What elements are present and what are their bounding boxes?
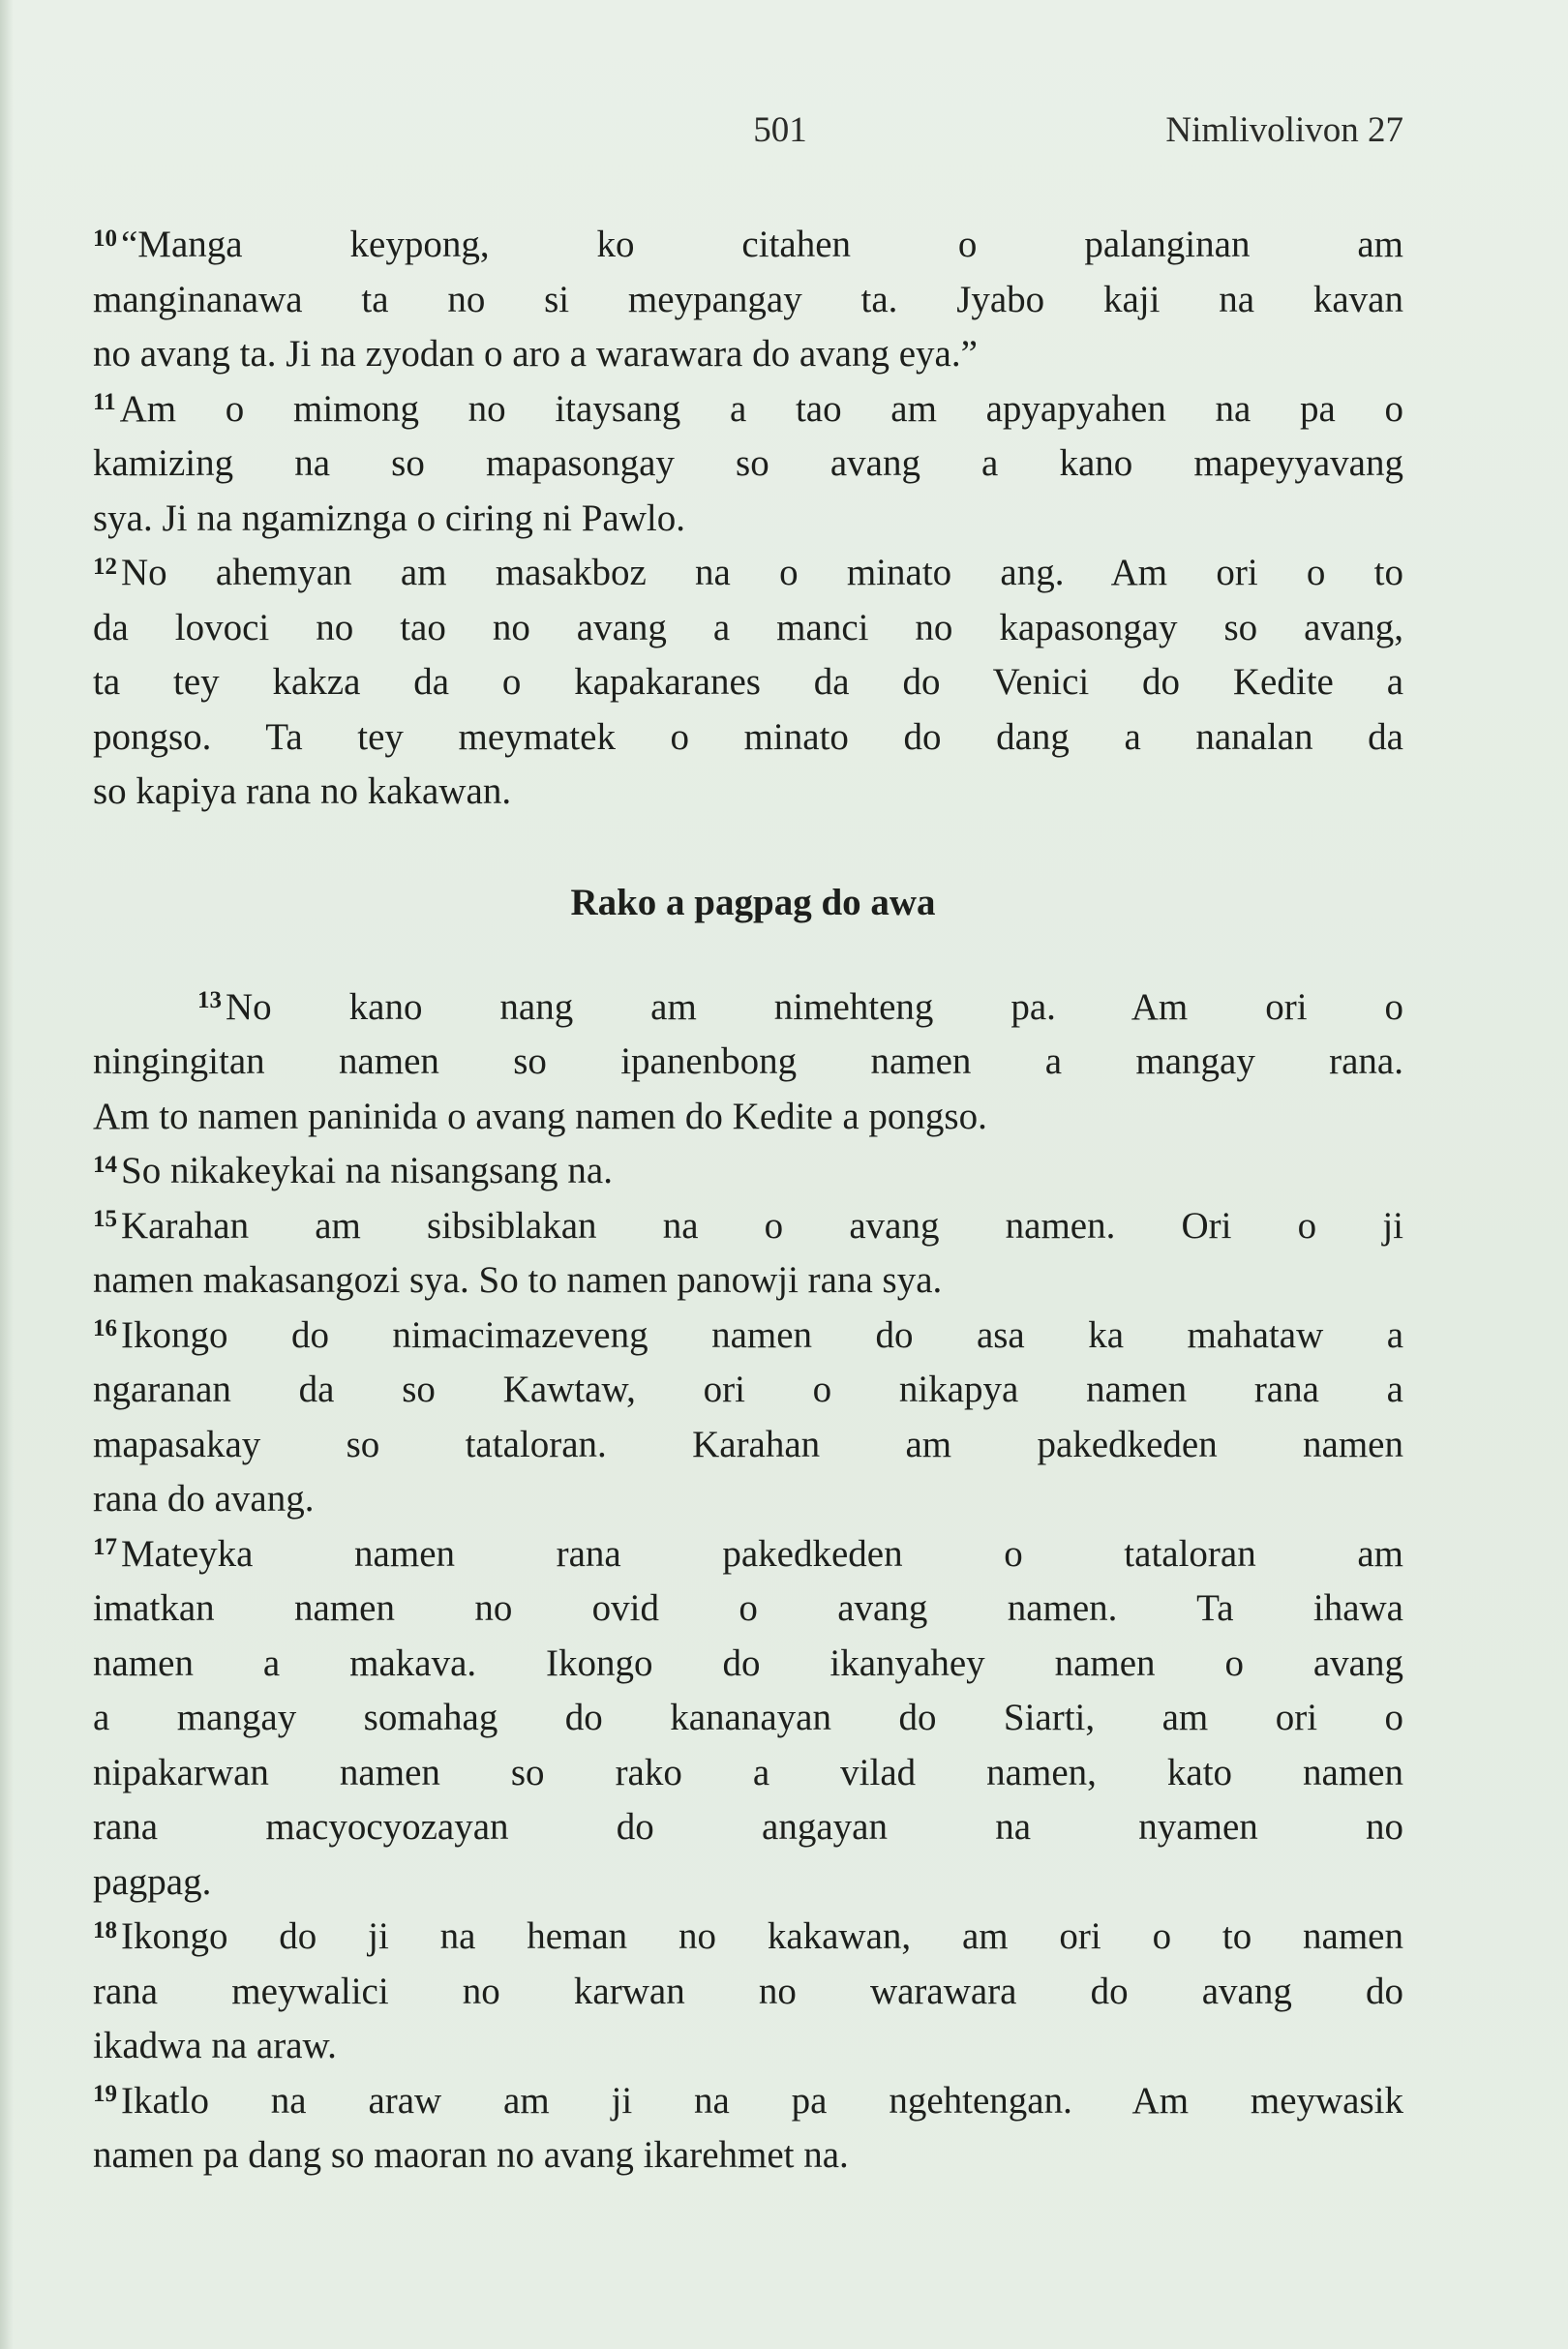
verse-line: “Manga keypong, ko citahen o palanginan am <box>121 224 1403 265</box>
verse-line: Ikatlo na araw am ji na pa ngehtengan. Am meywasik <box>121 2079 1403 2122</box>
verse-line: mapasakay so tataloran. Karahan am pakedkeden namen <box>93 1423 1403 1465</box>
verse-line: Am to namen paninida o avang namen do Kedite a pongso. <box>93 1095 987 1137</box>
verse-line: Mateyka namen rana pakedkeden o tataloran am <box>121 1532 1403 1575</box>
verse-line: namen a makava. Ikongo do ikanyahey namen o avang <box>93 1641 1403 1684</box>
verse-number: 11 <box>93 389 116 416</box>
verse-17 <box>93 1527 1403 1911</box>
verse-line: So nikakeykai na nisangsang na. <box>121 1150 613 1191</box>
page-body <box>93 218 1403 2183</box>
book-chapter-title: Nimlivolivon 27 <box>1165 110 1403 150</box>
verse-18 <box>93 1910 1403 2074</box>
verse-number: 14 <box>93 1151 117 1178</box>
verse-line: Ikongo do ji na heman no kakawan, am ori o to namen <box>121 1915 1403 1957</box>
verse-line: ikadwa na araw. <box>93 2025 337 2066</box>
verse-line: pongso. Ta tey meymatek o minato do dang a nanalan da <box>93 715 1403 758</box>
verse-line: ningingitan namen so ipanenbong namen a mangay rana. <box>93 1040 1403 1082</box>
verse-line: pagpag. <box>93 1860 212 1903</box>
verse-number: 16 <box>93 1315 117 1342</box>
verse-number: 19 <box>93 2081 117 2108</box>
section-heading: Rako a pagpag do awa <box>570 881 936 923</box>
verse-line: No ahemyan am masakboz na o minato ang. Am ori o to <box>121 552 1403 593</box>
verse-number: 10 <box>93 225 117 252</box>
verse-line: sya. Ji na ngamiznga o ciring ni Pawlo. <box>93 497 685 539</box>
verse-14 <box>93 1144 1403 1199</box>
verse-line: namen makasangozi sya. So to namen panowji rana sya. <box>93 1259 943 1301</box>
verse-line: a mangay somahag do kananayan do Siarti, am ori o <box>93 1697 1403 1738</box>
verse-line: no avang ta. Ji na zyodan o aro a warawara do avang eya.” <box>93 333 978 375</box>
verse-line: namen pa dang so maoran no avang ikarehmet na. <box>93 2134 849 2176</box>
verse-line: so kapiya rana no kakawan. <box>93 770 512 812</box>
verse-line: imatkan namen no ovid o avang namen. Ta ihawa <box>93 1587 1403 1629</box>
verse-line: ta tey kakza da o kapakaranes da do Venici do Kedite a <box>93 661 1403 703</box>
verse-19 <box>93 2074 1403 2183</box>
verse-15 <box>93 1199 1403 1309</box>
page-number: 501 <box>753 110 807 150</box>
verse-line: No kano nang am nimehteng pa. Am ori o <box>226 985 1403 1028</box>
verse-line: Karahan am sibsiblakan na o avang namen. Ori o ji <box>121 1204 1403 1247</box>
verse-number: 13 <box>197 987 222 1014</box>
verse-11 <box>93 382 1403 547</box>
verse-line: Ikongo do nimacimazeveng namen do asa ka mahataw a <box>121 1313 1403 1356</box>
verse-number: 18 <box>93 1916 117 1943</box>
page-spine-shadow <box>0 0 14 2349</box>
verse-12 <box>93 546 1403 820</box>
verse-line: nipakarwan namen so rako a vilad namen, kato namen <box>93 1751 1403 1793</box>
verse-10 <box>93 218 1403 382</box>
verse-number: 17 <box>93 1534 117 1561</box>
verse-number: 12 <box>93 553 117 580</box>
verse-line: rana do avang. <box>93 1478 315 1520</box>
verse-line: rana meywalici no karwan no warawara do avang do <box>93 1970 1403 2012</box>
verse-line: kamizing na so mapasongay so avang a kano mapeyyavang <box>93 442 1403 484</box>
verse-13 <box>93 980 1403 1145</box>
running-header <box>93 105 1403 157</box>
verse-line: manginanawa ta no si meypangay ta. Jyabo kaji na kavan <box>93 278 1403 320</box>
verse-number: 15 <box>93 1206 117 1233</box>
verse-16 <box>93 1309 1403 1527</box>
verse-line: rana macyocyozayan do angayan na nyamen no <box>93 1806 1403 1848</box>
verse-line: da lovoci no tao no avang a manci no kapasongay so avang, <box>93 606 1403 648</box>
verse-line: ngaranan da so Kawtaw, ori o nikapya namen rana a <box>93 1369 1403 1410</box>
verse-line: Am o mimong no itaysang a tao am apyapyahen na pa o <box>119 387 1403 430</box>
